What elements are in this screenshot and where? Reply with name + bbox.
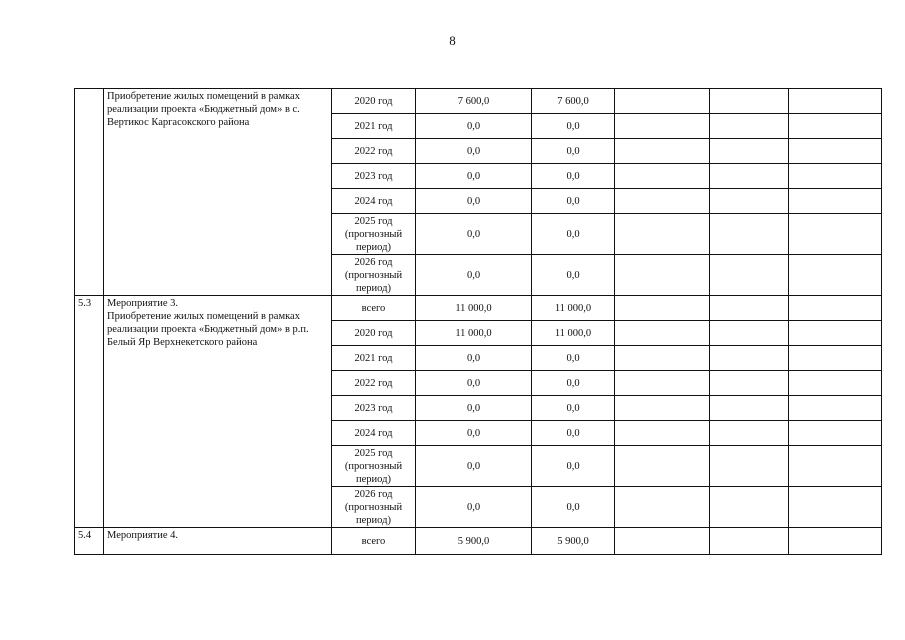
empty-cell [789, 189, 882, 214]
total-funding-cell: 0,0 [416, 189, 532, 214]
period-cell: 2020 год [332, 89, 416, 114]
period-cell: всего [332, 528, 416, 555]
empty-cell [710, 346, 789, 371]
empty-cell [615, 487, 710, 528]
measure-title-cell: Мероприятие 3. Приобретение жилых помещений в рамках реализации проекта «Бюджетный дом» в р.п. Белый Яр Верхнекетского района [104, 296, 332, 528]
empty-cell [789, 89, 882, 114]
empty-cell [615, 296, 710, 321]
total-funding-cell: 0,0 [416, 214, 532, 255]
budget-funding-cell: 11 000,0 [532, 321, 615, 346]
budget-funding-cell: 0,0 [532, 255, 615, 296]
period-cell: 2020 год [332, 321, 416, 346]
period-cell: 2023 год [332, 396, 416, 421]
budget-funding-cell: 0,0 [532, 421, 615, 446]
period-cell: 2021 год [332, 114, 416, 139]
period-cell: 2026 год (прогнозный период) [332, 255, 416, 296]
total-funding-cell: 0,0 [416, 164, 532, 189]
total-funding-cell: 0,0 [416, 114, 532, 139]
total-funding-cell: 0,0 [416, 346, 532, 371]
budget-funding-cell: 0,0 [532, 164, 615, 189]
empty-cell [789, 321, 882, 346]
empty-cell [789, 214, 882, 255]
period-cell: 2022 год [332, 139, 416, 164]
period-cell: 2022 год [332, 371, 416, 396]
period-cell: 2023 год [332, 164, 416, 189]
total-funding-cell: 0,0 [416, 446, 532, 487]
total-funding-cell: 0,0 [416, 255, 532, 296]
empty-cell [710, 528, 789, 555]
budget-funding-cell: 0,0 [532, 214, 615, 255]
total-funding-cell: 11 000,0 [416, 296, 532, 321]
empty-cell [789, 371, 882, 396]
total-funding-cell: 7 600,0 [416, 89, 532, 114]
empty-cell [789, 446, 882, 487]
budget-funding-cell: 0,0 [532, 487, 615, 528]
page-number: 8 [449, 33, 456, 48]
empty-cell [710, 164, 789, 189]
empty-cell [789, 296, 882, 321]
table-row [75, 296, 882, 321]
empty-cell [789, 421, 882, 446]
empty-cell [615, 255, 710, 296]
item-number-cell [75, 89, 104, 296]
empty-cell [710, 214, 789, 255]
budget-funding-cell: 0,0 [532, 189, 615, 214]
period-cell: 2026 год (прогнозный период) [332, 487, 416, 528]
period-cell: 2021 год [332, 346, 416, 371]
empty-cell [615, 114, 710, 139]
empty-cell [615, 164, 710, 189]
empty-cell [789, 139, 882, 164]
empty-cell [710, 446, 789, 487]
empty-cell [710, 114, 789, 139]
empty-cell [789, 396, 882, 421]
empty-cell [615, 528, 710, 555]
period-cell: 2024 год [332, 421, 416, 446]
empty-cell [710, 296, 789, 321]
total-funding-cell: 0,0 [416, 396, 532, 421]
budget-funding-cell: 5 900,0 [532, 528, 615, 555]
empty-cell [615, 89, 710, 114]
empty-cell [615, 189, 710, 214]
empty-cell [710, 255, 789, 296]
empty-cell [615, 421, 710, 446]
empty-cell [710, 89, 789, 114]
budget-funding-cell: 7 600,0 [532, 89, 615, 114]
budget-funding-cell: 0,0 [532, 139, 615, 164]
empty-cell [710, 321, 789, 346]
empty-cell [615, 396, 710, 421]
table-row [75, 528, 882, 555]
empty-cell [789, 487, 882, 528]
empty-cell [789, 164, 882, 189]
empty-cell [615, 446, 710, 487]
empty-cell [710, 487, 789, 528]
measure-title-cell: Мероприятие 4. [104, 528, 332, 555]
empty-cell [615, 321, 710, 346]
total-funding-cell: 0,0 [416, 371, 532, 396]
empty-cell [615, 371, 710, 396]
budget-funding-cell: 0,0 [532, 446, 615, 487]
empty-cell [789, 255, 882, 296]
budget-funding-cell: 0,0 [532, 396, 615, 421]
empty-cell [710, 139, 789, 164]
period-cell: всего [332, 296, 416, 321]
total-funding-cell: 0,0 [416, 487, 532, 528]
total-funding-cell: 11 000,0 [416, 321, 532, 346]
empty-cell [710, 371, 789, 396]
budget-funding-cell: 0,0 [532, 346, 615, 371]
budget-funding-cell: 0,0 [532, 114, 615, 139]
period-cell: 2025 год (прогнозный период) [332, 446, 416, 487]
table-row [75, 89, 882, 114]
budget-table [74, 88, 882, 555]
empty-cell [789, 528, 882, 555]
empty-cell [789, 346, 882, 371]
total-funding-cell: 0,0 [416, 139, 532, 164]
period-cell: 2024 год [332, 189, 416, 214]
total-funding-cell: 0,0 [416, 421, 532, 446]
empty-cell [789, 114, 882, 139]
empty-cell [710, 421, 789, 446]
budget-funding-cell: 11 000,0 [532, 296, 615, 321]
period-cell: 2025 год (прогнозный период) [332, 214, 416, 255]
empty-cell [710, 396, 789, 421]
total-funding-cell: 5 900,0 [416, 528, 532, 555]
empty-cell [615, 346, 710, 371]
empty-cell [615, 139, 710, 164]
item-number-cell: 5.3 [75, 296, 104, 528]
empty-cell [710, 189, 789, 214]
budget-funding-cell: 0,0 [532, 371, 615, 396]
measure-title-cell: Приобретение жилых помещений в рамках реализации проекта «Бюджетный дом» в с. Вертикос Каргасокского района [104, 89, 332, 296]
empty-cell [615, 214, 710, 255]
item-number-cell: 5.4 [75, 528, 104, 555]
